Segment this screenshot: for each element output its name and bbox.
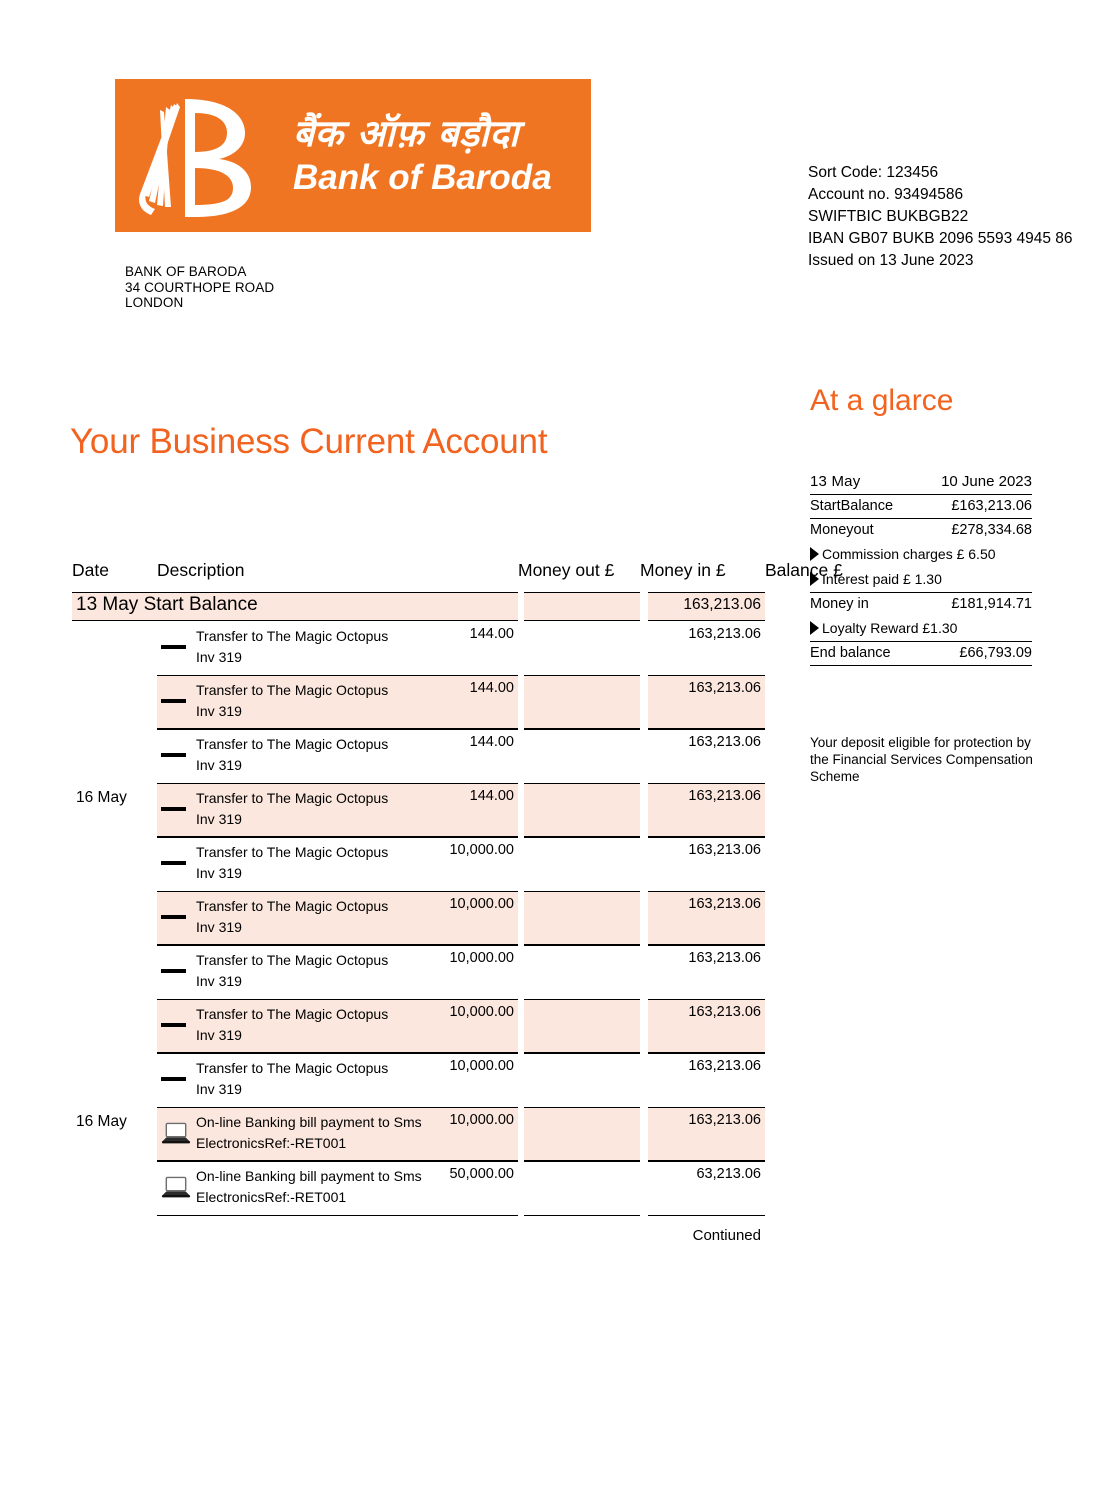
- table-row: [0, 675, 1100, 729]
- row-desc-line-2: Inv 319: [196, 973, 242, 990]
- glance-money-out-label: Moneyout: [810, 522, 874, 538]
- page-title: Your Business Current Account: [70, 422, 548, 461]
- glance-money-in-amount: £181,914.71: [951, 596, 1032, 612]
- row-balance: 163,213.06: [688, 842, 761, 858]
- row-desc-line-1: On-line Banking bill payment to Sms: [196, 1168, 422, 1184]
- row-desc-line-1: Transfer to The Magic Octopus: [196, 1060, 389, 1076]
- triangle-bullet-icon: [810, 547, 819, 561]
- row-desc-line-2: ElectronicsRef:-RET001: [196, 1135, 347, 1152]
- glance-interest-paid-text: Interest paid £ 1.30: [822, 571, 942, 587]
- glance-commission-charges-text: Commission charges £ 6.50: [822, 546, 996, 562]
- row-money-in-cell: [524, 783, 640, 837]
- row-money-in-cell: [524, 729, 640, 783]
- logo-hindi-text: बैंक ऑफ़ बड़ौदा: [293, 111, 519, 155]
- row-description-text: [196, 680, 446, 723]
- sort-code: Sort Code: 123456: [808, 164, 939, 181]
- row-money-out: 10,000.00: [449, 896, 514, 912]
- continued-label: Contiuned: [692, 1227, 761, 1244]
- transaction-rows-container: [0, 621, 1100, 1215]
- table-row: [0, 783, 1100, 837]
- footer-rule-description: [157, 1215, 518, 1216]
- row-money-out: 10,000.00: [449, 950, 514, 966]
- table-row: [0, 729, 1100, 783]
- glance-money-out-amount: £278,334.68: [951, 522, 1032, 538]
- dash-icon: [161, 689, 191, 715]
- row-desc-line-1: Transfer to The Magic Octopus: [196, 844, 389, 860]
- footer-rule-balance: [648, 1215, 765, 1216]
- row-desc-line-1: On-line Banking bill payment to Sms: [196, 1114, 422, 1130]
- row-money-out: 10,000.00: [449, 1112, 514, 1128]
- glance-start-balance-row: [810, 494, 1032, 519]
- footer-rule-money-in: [524, 1215, 640, 1216]
- row-money-out: 10,000.00: [449, 842, 514, 858]
- account-number: Account no. 93494586: [808, 186, 964, 203]
- row-money-in-cell: [524, 945, 640, 999]
- at-a-glance-heading: At a glarce: [810, 384, 954, 417]
- row-money-in-cell: [524, 1107, 640, 1161]
- row-desc-line-1: Transfer to The Magic Octopus: [196, 1006, 389, 1022]
- bank-address-line-2: 34 COURTHOPE ROAD: [125, 279, 275, 295]
- row-description-text: [196, 626, 446, 669]
- row-balance: 163,213.06: [688, 1112, 761, 1128]
- row-money-out: 50,000.00: [449, 1166, 514, 1182]
- row-date: 16 May: [76, 789, 127, 806]
- row-desc-line-2: Inv 319: [196, 865, 242, 882]
- row-money-out: 10,000.00: [449, 1058, 514, 1074]
- glance-money-in-label: Money in: [810, 596, 869, 612]
- glance-period-from: 13 May: [810, 473, 861, 490]
- row-description-text: [196, 896, 446, 939]
- row-desc-line-1: Transfer to The Magic Octopus: [196, 682, 389, 698]
- glance-period-row: [810, 470, 1032, 494]
- glance-start-balance-amount: £163,213.06: [951, 498, 1032, 514]
- start-balance-amount: 163,213.06: [683, 596, 761, 613]
- iban: IBAN GB07 BUKB 2096 5593 4945 86: [808, 230, 1073, 247]
- bank-address-line-1: BANK OF BARODA: [125, 264, 247, 279]
- row-money-out: 10,000.00: [449, 1004, 514, 1020]
- row-description-text: [196, 1112, 446, 1155]
- column-header-description: Description: [157, 560, 245, 580]
- fscs-protection-note: Your deposit eligible for protection by the Financial Services Compensation Scheme: [810, 735, 1033, 784]
- row-balance: 163,213.06: [688, 1058, 761, 1074]
- row-desc-line-2: Inv 319: [196, 811, 242, 828]
- row-balance: 163,213.06: [688, 950, 761, 966]
- row-desc-line-2: ElectronicsRef:-RET001: [196, 1189, 347, 1206]
- dash-icon: [161, 905, 191, 931]
- table-footer: [0, 1215, 1100, 1261]
- dash-icon: [161, 851, 191, 877]
- laptop-icon: [161, 1175, 191, 1201]
- dash-icon: [161, 1013, 191, 1039]
- transactions-table: [0, 560, 1100, 1261]
- table-row: [0, 891, 1100, 945]
- row-description-text: [196, 842, 446, 885]
- dash-icon: [161, 797, 191, 823]
- row-desc-line-1: Transfer to The Magic Octopus: [196, 736, 389, 752]
- row-description-text: [196, 734, 446, 777]
- row-money-in-cell: [524, 999, 640, 1053]
- start-balance-row: [0, 592, 1100, 621]
- row-balance: 163,213.06: [688, 896, 761, 912]
- table-row: [0, 837, 1100, 891]
- glance-loyalty-reward-text: Loyalty Reward £1.30: [822, 620, 958, 636]
- row-description-text: [196, 788, 446, 831]
- row-money-out: 144.00: [469, 680, 514, 696]
- glance-period-to: 10 June 2023: [941, 473, 1032, 490]
- laptop-icon: [161, 1121, 191, 1147]
- row-date: 16 May: [76, 1113, 127, 1130]
- table-row: [0, 1053, 1100, 1107]
- row-money-out: 144.00: [469, 734, 514, 750]
- row-money-out: 144.00: [469, 626, 514, 642]
- row-money-in-cell: [524, 837, 640, 891]
- row-description-text: [196, 950, 446, 993]
- row-desc-line-2: Inv 319: [196, 649, 242, 666]
- row-desc-line-2: Inv 319: [196, 1081, 242, 1098]
- row-money-in-cell: [524, 1161, 640, 1215]
- row-desc-line-2: Inv 319: [196, 703, 242, 720]
- glance-start-balance-label: StartBalance: [810, 498, 894, 514]
- table-row: [0, 999, 1100, 1053]
- row-desc-line-1: Transfer to The Magic Octopus: [196, 898, 389, 914]
- row-balance: 63,213.06: [696, 1166, 761, 1182]
- row-desc-line-1: Transfer to The Magic Octopus: [196, 790, 389, 806]
- logo-wordmark: [293, 113, 552, 199]
- dash-icon: [161, 959, 191, 985]
- issued-on-date: Issued on 13 June 2023: [808, 252, 974, 269]
- table-header-row: Date Description Money out £ Money in £ Balance £: [72, 560, 843, 580]
- row-desc-line-2: Inv 319: [196, 757, 242, 774]
- row-desc-line-2: Inv 319: [196, 1027, 242, 1044]
- table-row: [0, 945, 1100, 999]
- row-desc-line-1: Transfer to The Magic Octopus: [196, 952, 389, 968]
- row-balance: 163,213.06: [688, 626, 761, 642]
- bank-address-block: [125, 264, 274, 311]
- swift-bic: SWIFTBIC BUKBGB22: [808, 208, 969, 225]
- row-balance: 163,213.06: [688, 788, 761, 804]
- logo-latin-text: Bank of Baroda: [293, 158, 552, 198]
- dash-icon: [161, 1067, 191, 1093]
- bank-address-line-3: LONDON: [125, 295, 184, 311]
- start-balance-money-in-cell: [524, 592, 640, 621]
- row-balance: 163,213.06: [688, 734, 761, 750]
- row-money-in-cell: [524, 1053, 640, 1107]
- glance-end-balance-label: End balance: [810, 645, 891, 661]
- glance-end-balance-amount: £66,793.09: [959, 645, 1032, 661]
- row-description-text: [196, 1004, 446, 1047]
- glance-money-out-row: [810, 519, 1032, 542]
- row-description-text: [196, 1058, 446, 1101]
- row-desc-line-1: Transfer to The Magic Octopus: [196, 628, 389, 644]
- row-desc-line-2: Inv 319: [196, 919, 242, 936]
- row-description-text: [196, 1166, 446, 1209]
- start-balance-label: 13 May Start Balance: [76, 594, 258, 615]
- row-money-out: 144.00: [469, 788, 514, 804]
- table-row: [0, 1161, 1100, 1215]
- row-money-in-cell: [524, 675, 640, 729]
- row-balance: 163,213.06: [688, 1004, 761, 1020]
- table-row: [0, 1107, 1100, 1161]
- row-balance: 163,213.06: [688, 680, 761, 696]
- row-money-in-cell: [524, 621, 640, 675]
- account-details-block: [808, 162, 1073, 272]
- table-row: [0, 621, 1100, 675]
- baroda-b-logo-icon: [133, 91, 283, 221]
- bank-logo-banner: [115, 79, 591, 232]
- dash-icon: [161, 635, 191, 661]
- row-money-in-cell: [524, 891, 640, 945]
- dash-icon: [161, 743, 191, 769]
- column-header-date: Date: [72, 560, 109, 580]
